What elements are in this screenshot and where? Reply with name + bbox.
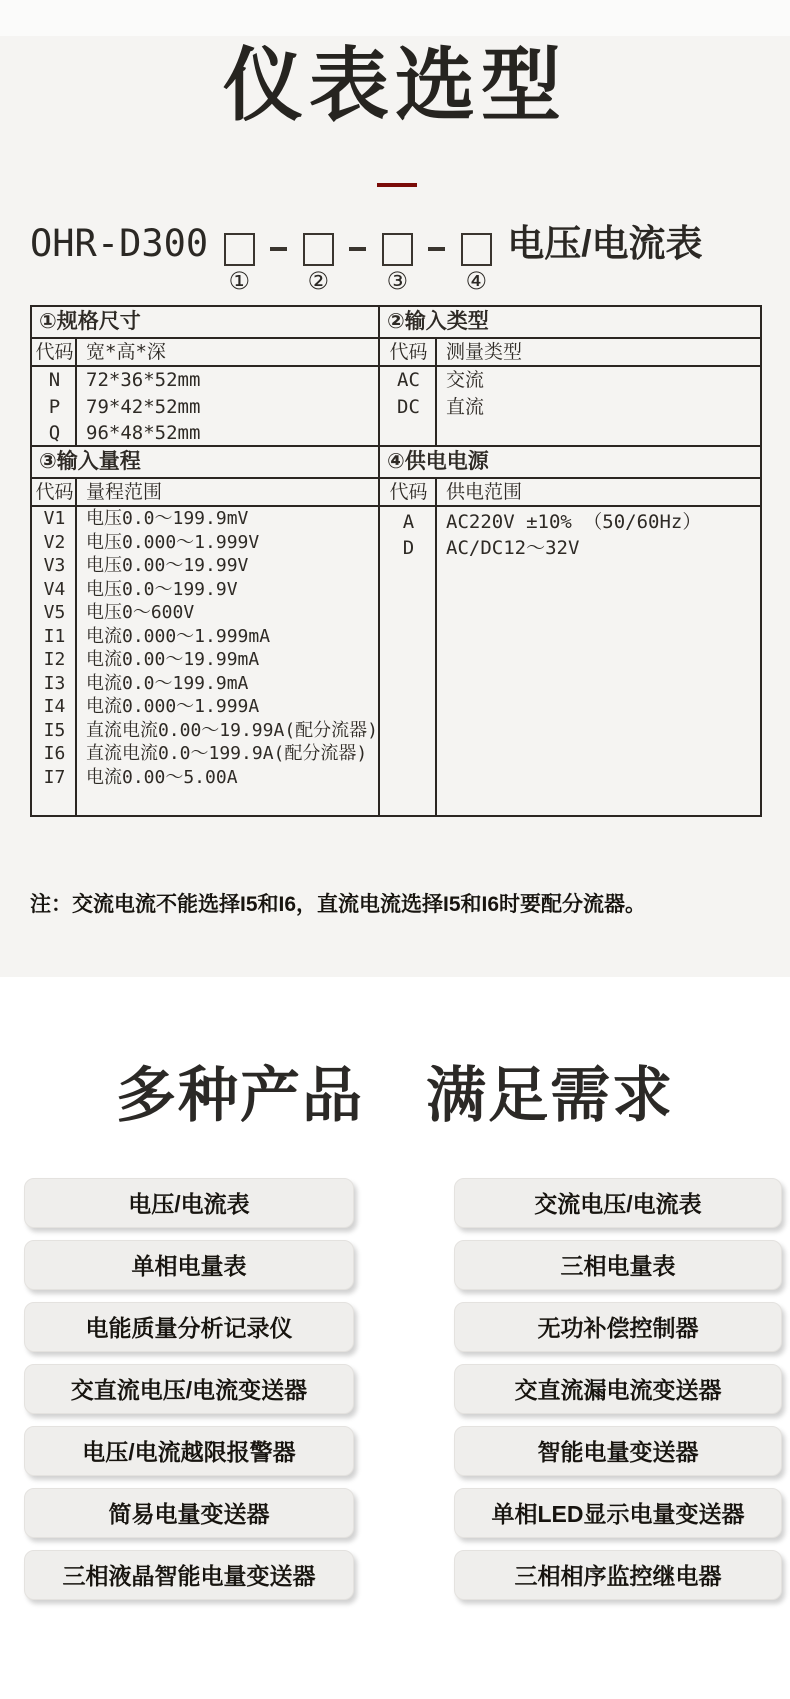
column-header-value: 测量类型 (446, 341, 523, 363)
column-divider (435, 479, 437, 815)
row-value: 电压0.0～199.9mV (86, 508, 249, 529)
row-value: AC220V ±10% （50/60Hz） (446, 511, 702, 533)
table-row (380, 509, 760, 535)
model-separator (349, 247, 366, 251)
row-code: I6 (43, 743, 66, 764)
spec-section-dimensions (32, 307, 380, 447)
row-code: I7 (43, 766, 66, 788)
table-row (380, 394, 760, 421)
table-row (32, 695, 378, 719)
table-row (32, 394, 378, 421)
table-row (32, 420, 378, 447)
row-value: 电流0.000～1.999A (86, 696, 260, 717)
row-value: 79*42*52mm (86, 395, 201, 418)
product-button-left-4[interactable]: 交直流电压/电流变送器 (24, 1364, 354, 1414)
row-code: I1 (43, 625, 66, 647)
row-code: I5 (43, 719, 66, 741)
row-value: 电压0.00～19.99V (86, 555, 249, 576)
table-row (32, 719, 378, 743)
product-button-right-5[interactable]: 智能电量变送器 (454, 1426, 782, 1476)
products-grid (24, 1178, 782, 1600)
product-button-left-2[interactable]: 单相电量表 (24, 1240, 354, 1290)
row-value: 直流电流0.0～199.9A(配分流器) (86, 743, 368, 764)
row-value: 电流0.0～199.9mA (86, 672, 249, 694)
circled-digit: ① (228, 268, 250, 295)
product-button-left-7[interactable]: 三相液晶智能电量变送器 (24, 1550, 354, 1600)
product-button-left-6[interactable]: 简易电量变送器 (24, 1488, 354, 1538)
row-code: N (48, 369, 61, 391)
row-code: V5 (43, 602, 66, 623)
spec-section-power-supply (380, 447, 760, 815)
column-divider (75, 479, 77, 815)
product-button-right-1[interactable]: 交流电压/电流表 (454, 1178, 782, 1228)
table-row (32, 531, 378, 555)
row-code: I3 (43, 672, 66, 694)
row-code: I2 (43, 649, 66, 670)
column-header-value: 供电范围 (446, 481, 523, 503)
table-row (32, 672, 378, 696)
row-code: I4 (43, 696, 66, 717)
column-header-value: 宽*高*深 (86, 341, 166, 363)
column-header-code: 代码 (35, 481, 74, 503)
product-button-left-5[interactable]: 电压/电流越限报警器 (24, 1426, 354, 1476)
row-code: D (402, 537, 415, 559)
model-code-slot (381, 218, 413, 295)
spec-section-input-range (32, 447, 380, 815)
section-title: ④供电电源 (380, 447, 760, 479)
model-separator (270, 247, 287, 251)
model-prefix: OHR-D300 (30, 222, 209, 265)
table-row (32, 766, 378, 790)
top-light-strip (0, 0, 790, 36)
row-value: 96*48*52mm (86, 422, 201, 445)
row-value: 电压0.000～1.999V (86, 531, 260, 553)
row-code: P (48, 395, 61, 418)
table-row (380, 367, 760, 394)
section-title: ②输入类型 (380, 307, 760, 339)
code-box (224, 233, 255, 266)
row-code: DC (397, 395, 420, 418)
row-value: 电流0.00～5.00A (86, 766, 238, 788)
row-value: 直流电流0.00～19.99A(配分流器) (85, 719, 378, 741)
model-code-slot (223, 218, 255, 295)
row-code: A (402, 511, 415, 533)
table-row (32, 648, 378, 672)
column-divider (75, 339, 77, 445)
table-row (32, 367, 378, 394)
row-value: 交流 (446, 369, 485, 391)
model-code-line (30, 218, 770, 295)
row-value: AC/DC12～32V (446, 537, 580, 559)
table-row (32, 554, 378, 578)
code-box (461, 233, 492, 266)
row-value: 直流 (446, 395, 485, 418)
spec-section-input-type (380, 307, 760, 447)
row-code: V4 (43, 578, 66, 600)
product-button-left-1[interactable]: 电压/电流表 (24, 1178, 354, 1228)
products-heading: 多种产品 满足需求 (116, 1062, 674, 1129)
row-code: Q (48, 422, 61, 445)
row-code: V2 (43, 531, 66, 553)
section-title: ①规格尺寸 (32, 307, 378, 339)
selection-table (30, 305, 762, 817)
column-header-value: 量程范围 (86, 481, 163, 503)
product-button-right-3[interactable]: 无功补偿控制器 (454, 1302, 782, 1352)
model-code-slot (302, 218, 334, 295)
table-row (32, 507, 378, 531)
product-button-left-3[interactable]: 电能质量分析记录仪 (24, 1302, 354, 1352)
table-row (32, 742, 378, 766)
code-box (382, 233, 413, 266)
selection-note: 注：交流电流不能选择I5和I6，直流电流选择I5和I6时要配分流器。 (30, 893, 647, 916)
table-row (32, 578, 378, 602)
model-code-slot (460, 218, 492, 295)
table-row (380, 535, 760, 561)
row-value: 电流0.00～19.99mA (86, 649, 260, 670)
code-box (303, 233, 334, 266)
product-button-right-2[interactable]: 三相电量表 (454, 1240, 782, 1290)
column-divider (435, 339, 437, 445)
model-suffix: 电压/电流表 (507, 223, 703, 264)
column-header-code: 代码 (389, 481, 428, 503)
title-divider (377, 183, 417, 187)
section-title: ③输入量程 (32, 447, 378, 479)
table-row (32, 625, 378, 649)
table-row (32, 601, 378, 625)
row-value: 电压0.0～199.9V (86, 578, 238, 600)
column-header-code: 代码 (389, 341, 428, 363)
row-value: 电压0～600V (86, 602, 195, 623)
model-separator (428, 247, 445, 251)
circled-digit: ② (307, 268, 329, 295)
product-button-right-7[interactable]: 三相相序监控继电器 (454, 1550, 782, 1600)
circled-digit: ③ (386, 268, 408, 295)
row-code: V3 (43, 555, 66, 576)
product-button-right-6[interactable]: 单相LED显示电量变送器 (454, 1488, 782, 1538)
circled-digit: ④ (465, 268, 487, 295)
row-value: 电流0.000～1.999mA (86, 625, 271, 647)
product-button-right-4[interactable]: 交直流漏电流变送器 (454, 1364, 782, 1414)
row-code: AC (397, 369, 420, 391)
row-code: V1 (43, 508, 66, 529)
page-title: 仪表选型 (223, 41, 567, 130)
column-header-code: 代码 (35, 341, 74, 363)
row-value: 72*36*52mm (86, 369, 201, 391)
